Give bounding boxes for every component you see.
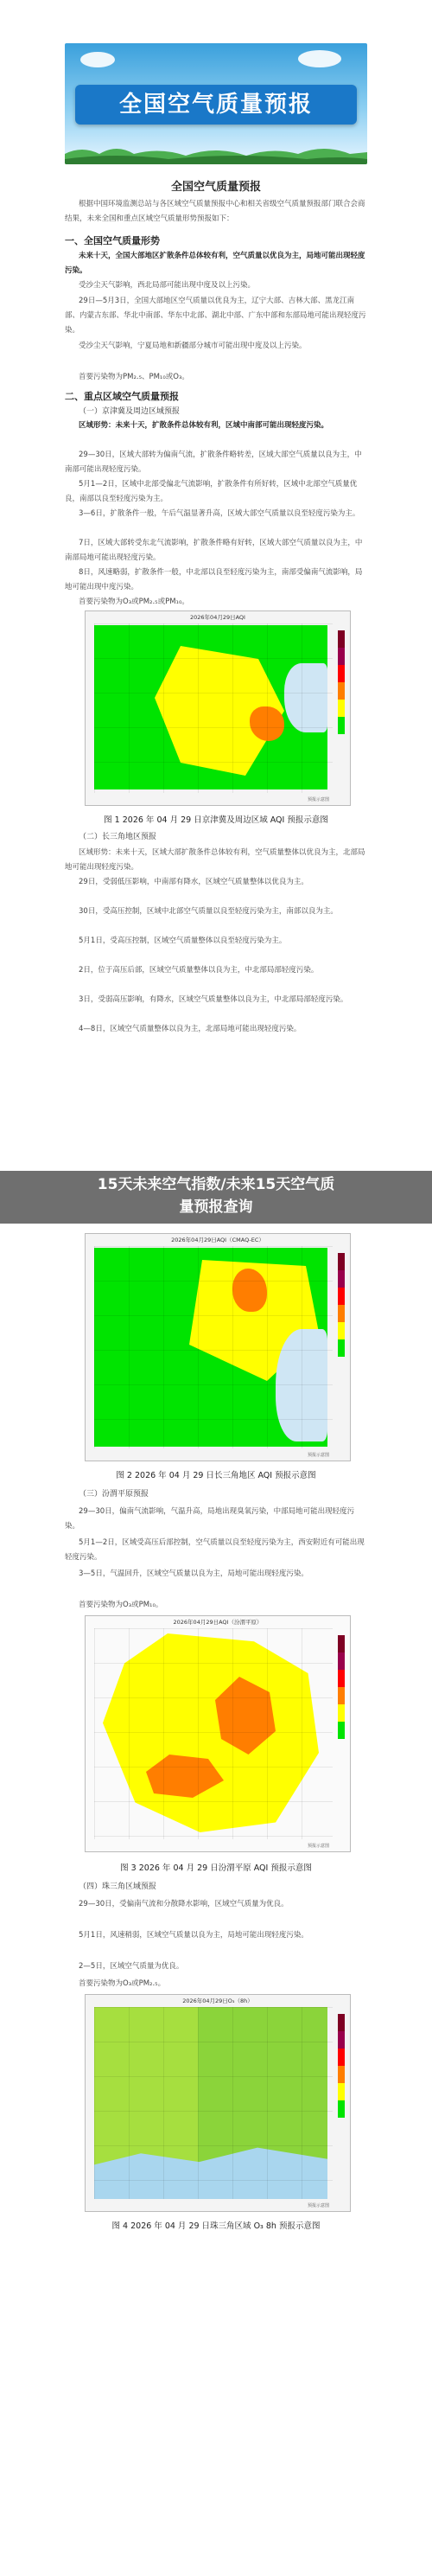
legend-swatch	[338, 630, 345, 648]
figure-caption: 图 4 2026 年 04 月 29 日珠三角区域 O₃ 8h 预报示意图	[111, 2221, 321, 2231]
paragraph: 29日—5月3日，全国大部地区空气质量以优良为主，辽宁大部、吉林大部、黑龙江南部、内蒙古东部、华北中南部、华东中北部、湖北中部、广东中部和东部局地可能出现轻度污染。	[65, 297, 366, 335]
legend-swatch	[338, 717, 345, 734]
o3-map-pearl-river-delta	[85, 1994, 351, 2212]
paragraph: 受沙尘天气影响，宁夏局地和新疆部分城市可能出现中度及以上污染。	[79, 342, 307, 350]
map-legend	[338, 1635, 345, 1739]
legend-swatch	[338, 1652, 345, 1670]
legend-swatch	[338, 2031, 345, 2049]
legend-swatch	[338, 665, 345, 682]
legend-swatch	[338, 1687, 345, 1704]
map-title: 2026年04月29日O₃（8h）	[182, 1998, 253, 2004]
banner-title: 全国空气质量预报	[75, 85, 357, 125]
figure-caption: 图 3 2026 年 04 月 29 日汾渭平原 AQI 预报示意图	[120, 1863, 312, 1873]
paragraph: 首要污染物为O₃或PM₁₀。	[79, 1601, 163, 1609]
map-legend	[338, 1253, 345, 1357]
map-legend	[338, 630, 345, 734]
paragraph: 29日，受弱低压影响，中南部有降水，区域空气质量整体以优良为主。	[79, 878, 308, 886]
legend-swatch	[338, 700, 345, 717]
subsection-heading: （一）京津冀及周边区域预报	[79, 407, 181, 416]
paragraph: 29—30日，偏南气流影响，气温升高，局地出现臭氧污染，中部局地可能出现轻度污染。	[65, 1507, 355, 1531]
legend-swatch	[338, 1270, 345, 1288]
paragraph: 5月1日，受高压控制，区域空气质量整体以良至轻度污染为主。	[79, 936, 287, 945]
subsection-heading: （二）长三角地区预报	[79, 833, 157, 841]
paragraph: 4—8日，区域空气质量整体以良为主，北部局地可能出现轻度污染。	[79, 1025, 302, 1033]
paragraph: 首要污染物为PM₂.₅、PM₁₀或O₃。	[79, 373, 189, 381]
map-note: 预报示意图	[307, 2203, 329, 2208]
section-2-heading: 二、重点区域空气质量预报	[65, 391, 179, 402]
legend-swatch	[338, 1339, 345, 1357]
legend-swatch	[338, 1288, 345, 1305]
overlay-line: 15天未来空气指数/未来15天空气质	[97, 1176, 335, 1193]
legend-swatch	[338, 1722, 345, 1739]
paragraph: 5月1—2日，区域受高压后部控制，空气质量以良至轻度污染为主，西安附近有可能出现轻度污染。	[65, 1538, 365, 1562]
trees-decoration	[65, 142, 367, 164]
paragraph: 29—30日，受偏南气流和分散降水影响，区域空气质量为优良。	[79, 1900, 289, 1908]
map-note: 预报示意图	[307, 1844, 329, 1849]
legend-swatch	[338, 1322, 345, 1339]
paragraph: 5月1—2日，区域中北部受偏北气流影响，扩散条件有所好转，区域中北部空气质量优良，南部以良至轻度污染为主。	[65, 480, 358, 503]
map-grid	[94, 623, 333, 793]
legend-swatch	[338, 1670, 345, 1687]
map-legend	[338, 2014, 345, 2118]
legend-swatch	[338, 682, 345, 700]
map-grid	[94, 2007, 333, 2199]
paragraph: 首要污染物为O₃或PM₂.₅。	[79, 1979, 166, 1988]
paragraph: 8日，风速略弱，扩散条件一般，中北部以良至轻度污染为主，南部受偏南气流影响，局地可能出现中度污染。	[65, 568, 363, 591]
map-title: 2026年04月29日AQI	[190, 614, 245, 621]
map-note: 预报示意图	[307, 797, 329, 802]
paragraph: 首要污染物为O₃或PM₂.₅或PM₁₀。	[79, 598, 189, 606]
map-grid	[94, 1628, 333, 1839]
map-note: 预报示意图	[307, 1453, 329, 1458]
section-1-heading: 一、全国空气质量形势	[65, 235, 160, 246]
watermark-overlay	[0, 1171, 432, 1224]
overlay-line: 量预报查询	[179, 1199, 253, 1216]
header-banner	[65, 43, 367, 164]
figure-caption: 图 1 2026 年 04 月 29 日京津冀及周边区域 AQI 预报示意图	[104, 815, 328, 825]
paragraph: 2日，位于高压后部，区域空气质量整体以良为主，中北部局部轻度污染。	[79, 966, 319, 975]
paragraph: 29—30日，区域大部转为偏南气流，扩散条件略转差，区域大部空气质量以良为主，中南部可能出现轻度污染。	[65, 451, 362, 474]
cloud-decoration	[80, 52, 115, 67]
subsection-heading: （三）汾渭平原预报	[79, 1490, 149, 1499]
paragraph: 区域形势：未来十天，区域大部扩散条件总体较有利，空气质量整体以优良为主，北部局地可能出现轻度污染。	[65, 848, 365, 872]
paragraph: 2—5日，区域空气质量为优良。	[79, 1962, 184, 1971]
cloud-decoration	[298, 50, 341, 67]
aqi-map-yangtze-delta	[85, 1233, 351, 1461]
legend-swatch	[338, 2049, 345, 2066]
section-1-summary: 未来十天，全国大部地区扩散条件总体较有利，空气质量以优良为主，局地可能出现轻度污染。	[65, 252, 365, 275]
legend-swatch	[338, 1253, 345, 1270]
intro-paragraph: 根据中国环境监测总站与各区域空气质量预报中心和相关省级空气质量预报部门联合会商结果，未来全国和重点区域空气质量形势预报如下：	[65, 200, 365, 223]
paragraph: 30日，受高压控制，区域中北部空气质量以良至轻度污染为主，南部以良为主。	[79, 907, 338, 916]
paragraph: 7日，区域大部转受东北气流影响，扩散条件略有好转，区域大部空气质量以良为主，中南部局地可能出现轻度污染。	[65, 539, 363, 562]
paragraph: 受沙尘天气影响，西北局部可能出现中度及以上污染。	[79, 281, 256, 290]
legend-swatch	[338, 2100, 345, 2118]
figure-caption: 图 2 2026 年 04 月 29 日长三角地区 AQI 预报示意图	[116, 1471, 316, 1480]
legend-swatch	[338, 2066, 345, 2083]
map-grid	[94, 1246, 333, 1448]
legend-swatch	[338, 1635, 345, 1652]
map-title: 2026年04月29日AQI（汾渭平原）	[173, 1619, 263, 1626]
paragraph: 3—5日，气温回升，区域空气质量以良为主，局地可能出现轻度污染。	[79, 1569, 308, 1578]
paragraph: 3日，受弱高压影响，有降水，区域空气质量整体以良为主，中北部局部轻度污染。	[79, 995, 348, 1004]
paragraph: 5月1日，风速稍弱，区域空气质量以良为主，局地可能出现轻度污染。	[79, 1931, 308, 1940]
legend-swatch	[338, 2014, 345, 2031]
paragraph: 3—6日，扩散条件一般，午后气温显著升高，区域大部空气质量以良至轻度污染为主。	[79, 509, 360, 518]
document-title: 全国空气质量预报	[170, 181, 261, 194]
paragraph: 区域形势：未来十天，扩散条件总体较有利，区域中南部可能出现轻度污染。	[79, 421, 329, 430]
legend-swatch	[338, 2083, 345, 2100]
aqi-map-fenwei-plain	[85, 1615, 351, 1852]
map-title: 2026年04月29日AQI（CMAQ-EC）	[171, 1237, 264, 1243]
legend-swatch	[338, 648, 345, 665]
legend-swatch	[338, 1704, 345, 1722]
legend-swatch	[338, 1305, 345, 1322]
subsection-heading: （四）珠三角区域预报	[79, 1882, 157, 1891]
aqi-map-jingjinji	[85, 610, 351, 806]
